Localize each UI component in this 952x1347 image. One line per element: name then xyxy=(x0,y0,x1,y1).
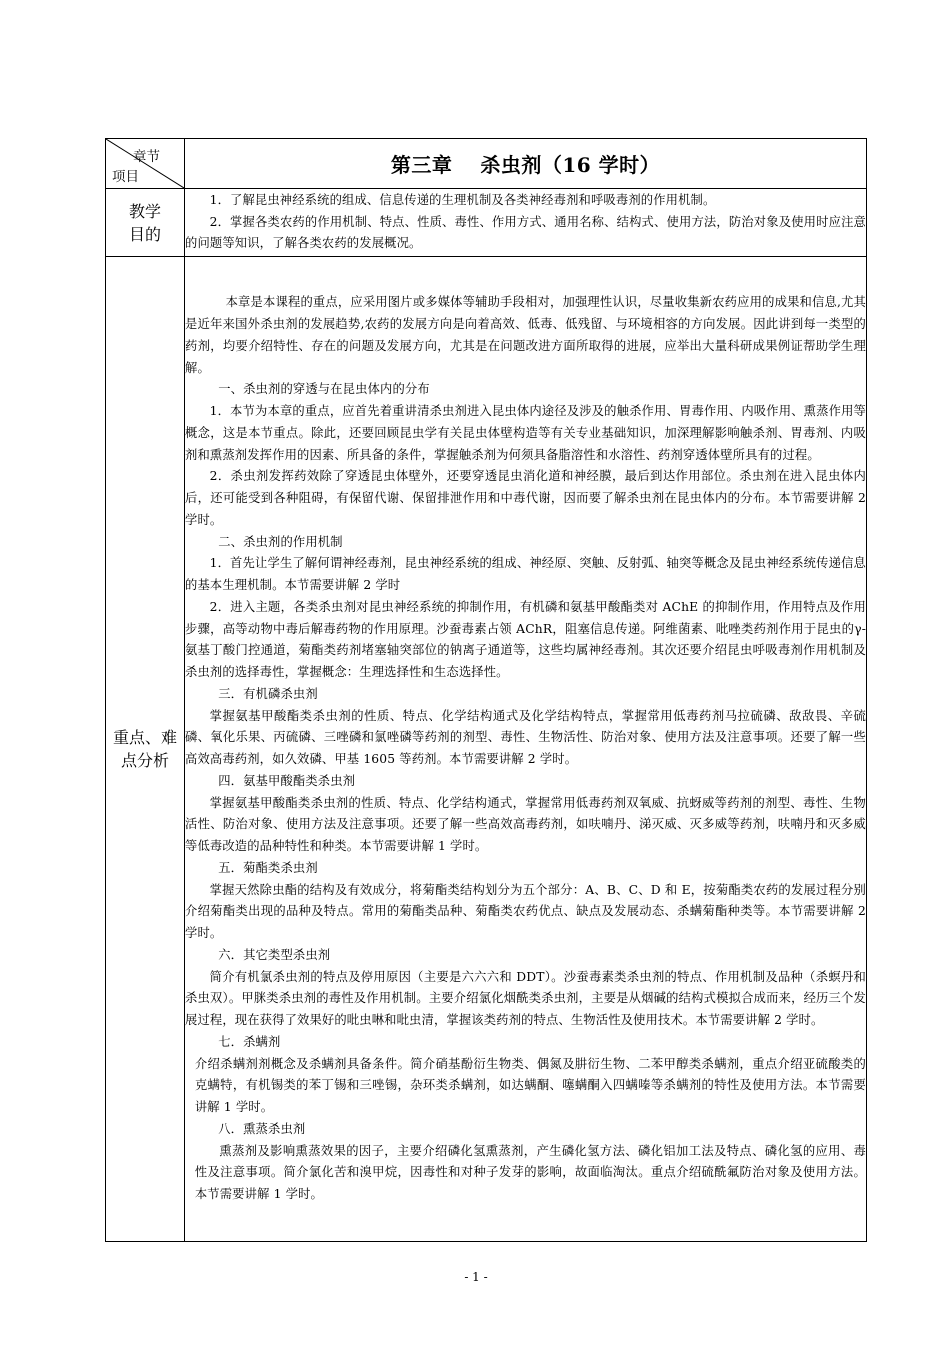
chapter-title: 第三章 杀虫剂（16 学时） xyxy=(185,139,867,189)
intro-paragraph: 本章是本课程的重点，应采用图片或多媒体等辅助手段相对，加强理性认识，尽量收集新农药应用的成果和信息,尤其是近年来国外杀虫剂的发展趋势,农药的发展方向是向着高效、低毒、低残留、与环境相容的方向发展。因此讲到每一类型的药剂，均要介绍特性、存在的问题及发展方向，尤其是在问题改进方面所取得的进展，应举出大量科研成果例证帮助学生理解。 xyxy=(185,295,866,375)
objectives-content xyxy=(185,189,867,257)
section-heading: 四．氨基甲酸酯类杀虫剂 xyxy=(218,773,356,788)
section-paragraph: 2．杀虫剂发挥药效除了穿透昆虫体壁外，还要穿透昆虫消化道和神经膜，最后到达作用部位。杀虫剂在进入昆虫体内后，还可能受到各种阻碍，有保留代谢、保留排泄作用和中毒代谢，因而要了解杀虫剂在昆虫体内的分布。本节需要讲解 2 学时。 xyxy=(185,469,866,527)
diagonal-header-cell xyxy=(106,139,185,189)
section-paragraph: 2．进入主题，各类杀虫剂对昆虫神经系统的抑制作用，有机磷和氨基甲酸酯类对 AChE 的抑制作用，作用特点及作用步骤，高等动物中毒后解毒药物的作用原理。沙蚕毒素占领 AChR，阻塞信息传递。阿维菌素、吡唑类药剂作用于昆虫的γ-氨基丁酸门控通道，菊酯类药剂堵塞轴突部位的钠离子通道等，这些均属神经毒剂。其次还要介绍昆虫呼吸毒剂作用机制及杀虫剂的选择毒性，掌握概念：生理选择性和生态选择性。 xyxy=(185,599,866,679)
section-paragraph: 1．本节为本章的重点，应首先着重讲清杀虫剂进入昆虫体内途径及涉及的触杀作用、胃毒作用、内吸作用、熏蒸作用等概念，这是本节重点。除此，还要回顾昆虫学有关昆虫体壁构造等有关专业基础知识，加深理解影响触杀剂、胃毒剂、内吸剂和熏蒸剂发挥作用的因素、所具备的条件，掌握触杀剂为何须具备脂溶性和水溶性、药剂穿透体壁所具有的过程。 xyxy=(185,404,866,462)
analysis-label: 重点、难 点分析 xyxy=(106,257,185,1242)
section-heading: 七．杀螨剂 xyxy=(218,1034,281,1049)
section-paragraph: 熏蒸剂及影响熏蒸效果的因子，主要介绍磷化氢熏蒸剂，产生磷化氢方法、磷化铝加工法及特点、磷化氢的应用、毒性及注意事项。简介氯化苦和溴甲烷，因毒性和对种子发芽的影响，故面临淘汰。重点介绍硫酰氟防治对象及使用方法。本节需要讲解 1 学时。 xyxy=(194,1143,866,1201)
section-paragraph: 1．首先让学生了解何谓神经毒剂，昆虫神经系统的组成、神经原、突触、反射弧、轴突等概念及昆虫神经系统传递信息的基本生理机制。本节需要讲解 2 学时 xyxy=(185,556,866,592)
corner-label-item: 项目 xyxy=(112,169,139,185)
section-heading: 三．有机磷杀虫剂 xyxy=(218,686,318,701)
section-heading: 六．其它类型杀虫剂 xyxy=(218,947,331,962)
syllabus-table xyxy=(105,138,867,1242)
section-paragraph: 掌握氨基甲酸酯类杀虫剂的性质、特点、化学结构通式及化学结构特点，掌握常用低毒药剂马拉硫磷、敌敌畏、辛硫磷、氧化乐果、丙硫磷、三唑磷和氯唑磷等药剂的剂型、毒性、生物活性、防治对象、使用方法及注意事项。还要了解一些高效高毒药剂，如久效磷、甲基 1605 等药剂。本节需要讲解 2 学时。 xyxy=(185,708,866,766)
corner-label-chapter: 章节 xyxy=(133,149,160,165)
section-paragraph: 简介有机氯杀虫剂的特点及停用原因（主要是六六六和 DDT）。沙蚕毒素类杀虫剂的特点、作用机制及品种（杀螟丹和杀虫双）。甲脒类杀虫剂的毒性及作用机制。主要介绍氯化烟酰类杀虫剂，主要是从烟碱的结构式模拟合成而来，经历三个发展过程，现在获得了效果好的吡虫啉和吡虫清，掌握该类药剂的特点、生物活性及使用技术。本节需要讲解 2 学时。 xyxy=(185,969,866,1027)
objective-item: 2．掌握各类农药的作用机制、特点、性质、毒性、作用方式、通用名称、结构式、使用方法，防治对象及使用时应注意的问题等知识，了解各类农药的发展概况。 xyxy=(185,214,866,251)
section-paragraph: 介绍杀螨剂剂概念及杀螨剂具备条件。简介硝基酚衍生物类、偶氮及肼衍生物、二苯甲醇类杀螨剂，重点介绍亚硫酸类的克螨特，有机锡类的苯丁锡和三唑锡，杂环类杀螨剂，如达螨酮、噻螨酮入四螨嗪等杀螨剂的特性及使用方法。本节需要讲解 1 学时。 xyxy=(194,1056,866,1114)
section-heading: 八．熏蒸杀虫剂 xyxy=(218,1121,306,1136)
objectives-row xyxy=(106,189,867,257)
page-number: - 1 - xyxy=(464,1270,488,1284)
section-heading: 五．菊酯类杀虫剂 xyxy=(218,860,318,875)
analysis-row xyxy=(106,257,867,1242)
header-row xyxy=(106,139,867,189)
section-heading: 一、杀虫剂的穿透与在昆虫体内的分布 xyxy=(218,382,430,397)
section-paragraph: 掌握天然除虫酯的结构及有效成分，将菊酯类结构划分为五个部分：A、B、C、D 和 E，按菊酯类农药的发展过程分别介绍菊酯类出现的品种及特点。常用的菊酯类品种、菊酯类农药优点、缺点及发展动态、杀螨菊酯种类等。本节需要讲解 2 学时。 xyxy=(185,882,866,940)
objective-item: 1．了解昆虫神经系统的组成、信息传递的生理机制及各类神经毒剂和呼吸毒剂的作用机制。 xyxy=(209,192,716,207)
section-heading: 二、杀虫剂的作用机制 xyxy=(218,534,343,549)
analysis-content xyxy=(185,257,867,1242)
section-paragraph: 掌握氨基甲酸酯类杀虫剂的性质、特点、化学结构通式，掌握常用低毒药剂双氧威、抗蚜威等药剂的剂型、毒性、生物活性、防治对象、使用方法及注意事项。还要了解一些高效高毒药剂，如呋喃丹、涕灭威、灭多威等药剂，呋喃丹和灭多威等低毒改造的品种特性和种类。本节需要讲解 1 学时。 xyxy=(185,795,866,853)
objectives-label: 教学 目的 xyxy=(106,189,185,257)
